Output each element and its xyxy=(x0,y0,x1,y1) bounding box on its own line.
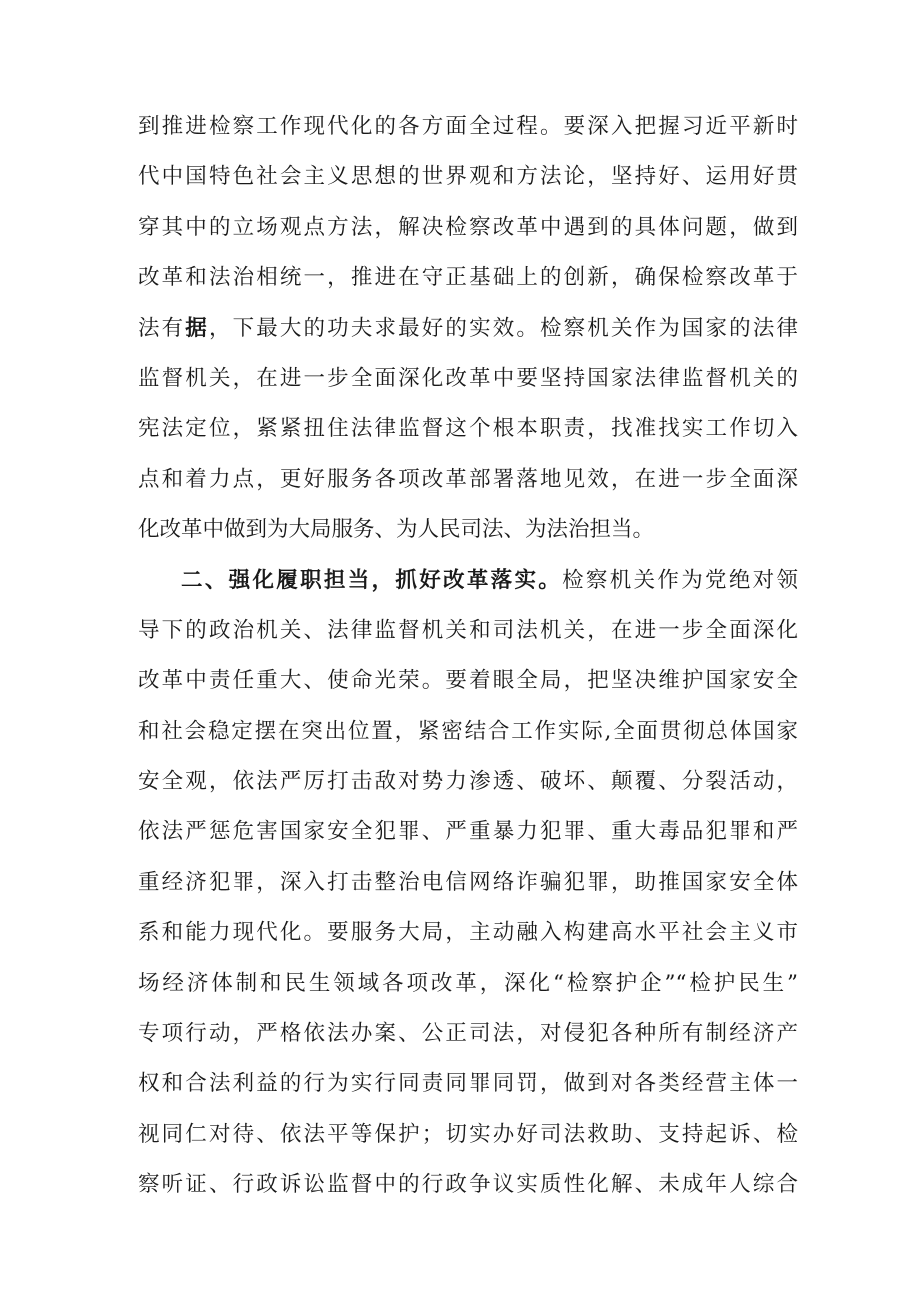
text-line: 安全观，依法严厉打击敌对势力渗透、破坏、颠覆、分裂活动， xyxy=(138,769,798,795)
text-line xyxy=(138,304,798,354)
text-line: 依法严惩危害国家安全犯罪、严重暴力犯罪、重大毒品犯罪和严 xyxy=(138,819,798,845)
text-segment: ，下最大的功夫求最好的实效。检察机关作为国家的法律 xyxy=(208,315,798,341)
text-line: 穿其中的立场观点方法，解决检察改革中遇到的具体问题，做到 xyxy=(138,214,798,240)
text-line: 重经济犯罪，深入打击整治电信网络诈骗犯罪，助推国家安全体 xyxy=(138,869,798,895)
document-body xyxy=(138,102,798,1211)
text-line: 视同仁对待、依法平等保护；切实办好司法救助、支持起诉、检 xyxy=(138,1121,798,1147)
text-line: 到推进检察工作现代化的各方面全过程。要深入把握习近平新时 xyxy=(138,114,798,139)
text-segment: 检察机关作为党绝对领 xyxy=(562,567,798,593)
text-line: 场经济体制和民生领域各项改革，深化“检察护企”“检护民生” xyxy=(138,970,798,996)
text-segment: 法有 xyxy=(138,315,186,341)
text-line: 和社会稳定摆在突出位置，紧密结合工作实际,全面贯彻总体国家 xyxy=(138,718,798,744)
text-line: 察听证、行政诉讼监督中的行政争议实质性化解、未成年人综合 xyxy=(138,1172,798,1198)
text-line: 权和合法利益的行为实行同责同罪同罚，做到对各类经营主体一 xyxy=(138,1071,798,1097)
text-line: 宪法定位，紧紧扭住法律监督这个根本职责，找准找实工作切入 xyxy=(138,416,798,442)
text-line: 导下的政治机关、法律监督机关和司法机关，在进一步全面深化 xyxy=(138,617,798,643)
text-line: 系和能力现代化。要服务大局，主动融入构建高水平社会主义市 xyxy=(138,920,798,946)
bold-text-segment: 据 xyxy=(185,315,209,341)
text-line xyxy=(138,556,798,606)
text-line: 专项行动，严格依法办案、公正司法，对侵犯各种所有制经济产 xyxy=(138,1021,798,1047)
text-line: 点和着力点，更好服务各项改革部署落地见效，在进一步全面深 xyxy=(138,466,798,492)
text-line: 监督机关，在进一步全面深化改革中要坚持国家法律监督机关的 xyxy=(138,365,798,391)
text-line: 改革和法治相统一，推进在守正基础上的创新，确保检察改革于 xyxy=(138,265,798,291)
section-heading: 二、强化履职担当，抓好改革落实。 xyxy=(181,567,563,593)
text-line: 化改革中做到为大局服务、为人民司法、为法治担当。 xyxy=(138,517,655,543)
text-line: 代中国特色社会主义思想的世界观和方法论，坚持好、运用好贯 xyxy=(138,164,798,190)
text-line: 改革中责任重大、使命光荣。要着眼全局，把坚决维护国家安全 xyxy=(138,668,798,694)
